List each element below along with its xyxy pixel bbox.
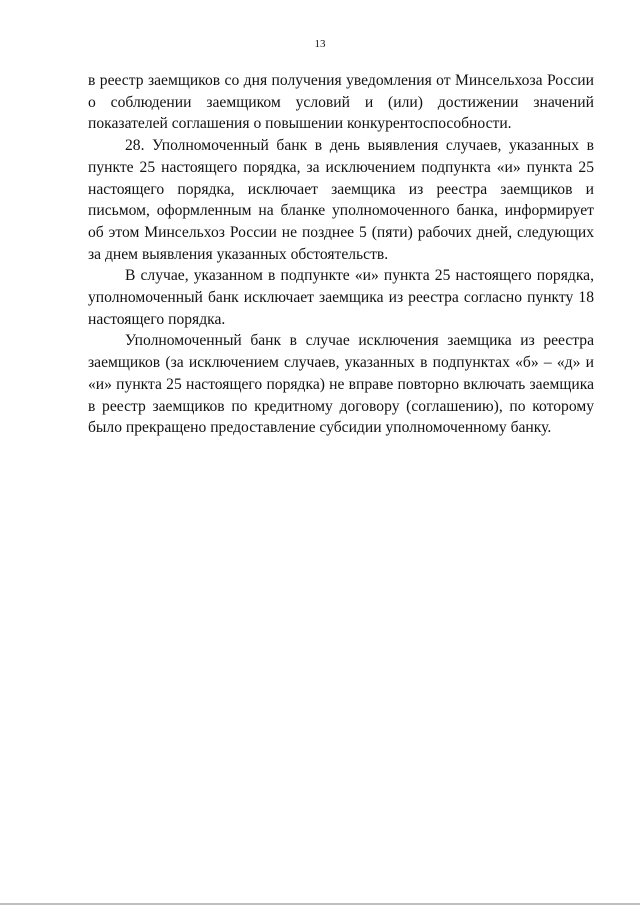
- page-number: 13: [314, 38, 326, 50]
- paragraph-continuation: в реестр заемщиков со дня получения уведомления от Минсельхоза России о соблюдении заемщиком условий и (или) достижении значений показателей соглашения о повышении конкурентоспособности.: [88, 72, 594, 133]
- paragraph-exclusion-rule: Уполномоченный банк в случае исключения заемщика из реестра заемщиков (за исключением случаев, указанных в подпунктах «б» – «д» и «и» пункта 25 настоящего порядка) не вправе повторно включать заемщика в реестр заемщиков по кредитному договору (соглашению), по которому было прекращено предоставление субсидии уполномоченному банку.: [88, 332, 594, 437]
- paragraph-item-28: 28. Уполномоченный банк в день выявления случаев, указанных в пункте 25 настоящего порядка, за исключением подпункта «и» пункта 25 настоящего порядка, исключает заемщика из реестра заемщиков и письмом, оформленным на бланке уполномоченного банка, информирует об этом Минсельхоз России не позднее 5 (пяти) рабочих дней, следующих за днем выявления указанных обстоятельств.: [88, 137, 594, 263]
- paragraph-subpoint-i-case: В случае, указанном в подпункте «и» пункта 25 настоящего порядка, уполномоченный банк исключает заемщика из реестра согласно пункту 18 настоящего порядка.: [88, 267, 594, 328]
- document-body: [88, 70, 594, 439]
